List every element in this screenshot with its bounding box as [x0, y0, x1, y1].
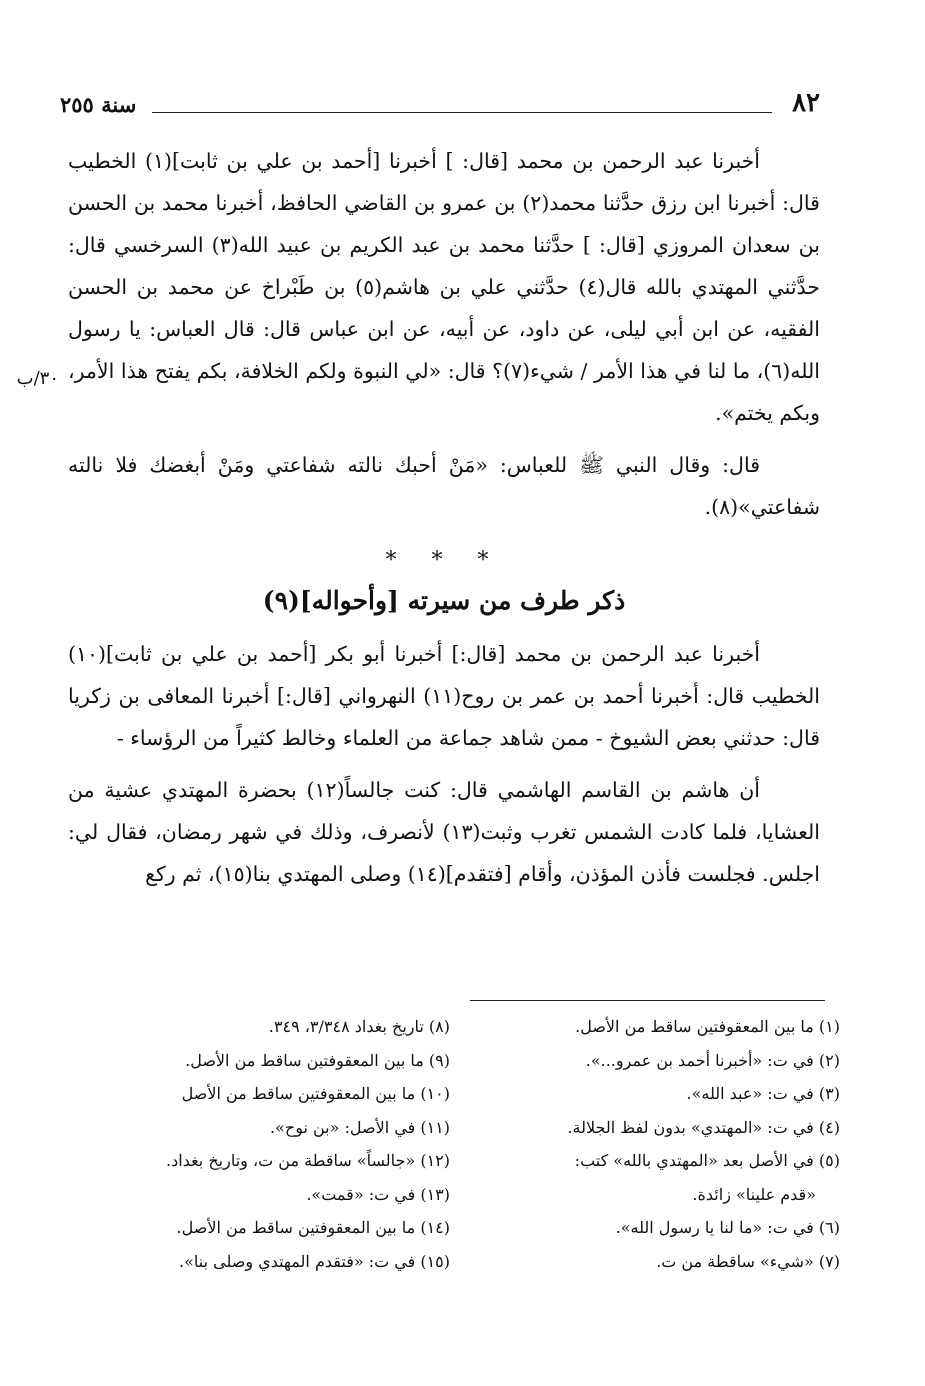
footnote-rule	[470, 1000, 825, 1001]
text-line: محمد بن الحسن بن سعدان المروزي [قال: ] حدَّثنا محمد بن عبد الكريم بن عبيد	[68, 191, 820, 257]
main-text	[68, 140, 820, 895]
footnote: (٥) في الأصل بعد «المهتدي بالله» كتب:	[574, 1151, 840, 1170]
text-line: لي: اجلس. فجلست فأذن المؤذن، وأقام [فتقدم](١٤) وصلى المهتدي بنا(١٥)، ثم ركع	[68, 820, 820, 886]
paragraph-4	[68, 769, 820, 895]
footnote: (١٥) في ت: «فتقدم المهتدي وصلى بنا».	[179, 1251, 450, 1271]
footnotes	[80, 1010, 840, 1310]
text-line: قال: وقال النبي ﷺ للعباس: «مَنْ أحبك نالته شفاعتي ومَنْ أبغضك فلا نالته	[68, 453, 760, 477]
footnote: (١) ما بين المعقوفتين ساقط من الأصل.	[575, 1017, 840, 1036]
footnote: (١٢) «جالساً» ساقطة من ت، وتاريخ بغداد.	[166, 1151, 450, 1170]
footnotes-left-column	[80, 1010, 450, 1278]
header-rule	[152, 112, 772, 113]
text-line: شفاعتي»(٨).	[704, 495, 820, 519]
paragraph-3	[68, 633, 820, 759]
text-line: أخبرنا عبد الرحمن بن محمد [قال: ] أخبرنا [أحمد بن علي بن ثابت](١)	[145, 149, 760, 173]
section-heading: ذكر طرف من سيرته [وأحواله](٩)	[262, 586, 626, 615]
footnote: (١٠) ما بين المعقوفتين ساقط من الأصل	[181, 1084, 450, 1103]
footnote: (٣) في ت: «عبد الله».	[686, 1084, 840, 1103]
footnote: (١١) في الأصل: «بن نوح».	[269, 1117, 450, 1137]
paragraph-2	[68, 444, 820, 528]
text-line: قال: قال العباس: يا رسول الله(٦)، ما لنا في هذا الأمر / شيء(٧)؟ قال: «لي النبوة	[68, 317, 820, 383]
paragraph-1	[68, 140, 820, 434]
page-number: ٨٢	[792, 88, 820, 118]
footnote: (٦) في ت: «ما لنا يا رسول الله».	[615, 1218, 840, 1237]
text-line: الخطيب قال: أخبرنا أحمد بن عمر بن روح(١١) النهرواني [قال:] أخبرنا المعافى بن	[118, 684, 820, 708]
footnote: (٨) تاريخ بغداد ٣/٣٤٨، ٣٤٩.	[268, 1017, 450, 1036]
text-line: زكريا قال: حدثني بعض الشيوخ - ممن شاهد جماعة من العلماء وخالط كثيراً من	[68, 684, 820, 750]
running-title: سنة ٢٥٥	[60, 92, 137, 117]
text-line: العشايا، فلما كادت الشمس تغرب وثبت(١٣) لأنصرف، وذلك في شهر رمضان، فقال	[106, 820, 820, 844]
margin-folio-reference: ٣٠/ب	[16, 368, 59, 389]
text-line: الرؤساء -	[116, 726, 197, 750]
footnote: (٤) في ت: «المهتدي» بدون لفظ الجلالة.	[567, 1117, 840, 1137]
footnote: (٩) ما بين المعقوفتين ساقط من الأصل.	[185, 1050, 450, 1070]
text-line: أن هاشم بن القاسم الهاشمي قال: كنت جالساً(١٢) بحضرة المهتدي عشية من	[68, 778, 760, 802]
text-line: أخبرنا عبد الرحمن بن محمد [قال:] أخبرنا أبو بكر [أحمد بن علي بن ثابت](١٠)	[68, 642, 760, 666]
page-header	[60, 88, 820, 124]
text-line: الله(٣) السرخسي قال: حدَّثني المهتدي بالله قال(٤) حدَّثني علي بن هاشم(٥) بن طَبْراخ	[68, 233, 820, 299]
footnotes-right-column	[470, 1010, 840, 1278]
footnote: (٢) في ت: «أخبرنا أحمد بن عمرو...».	[585, 1050, 840, 1070]
footnote: (٧) «شيء» ساقطة من ت.	[656, 1251, 840, 1271]
text-line: عن محمد بن الحسن الفقيه، عن ابن أبي ليلى، عن داود، عن أبيه، عن ابن عباس	[68, 275, 820, 341]
footnote: (١٣) في ت: «قمت».	[306, 1184, 450, 1204]
footnote: (١٤) ما بين المعقوفتين ساقط من الأصل.	[176, 1218, 450, 1237]
text-line: الخطيب قال: أخبرنا ابن رزق حدَّثنا محمد(٢) بن عمرو بن القاضي الحافظ، أخبرنا	[68, 149, 820, 215]
section-separator: * * *	[385, 548, 503, 573]
text-line: ولكم الخلافة، بكم يفتح هذا الأمر، وبكم يختم».	[68, 359, 820, 425]
footnote-continuation: «قدم علينا» زائدة.	[692, 1184, 816, 1204]
